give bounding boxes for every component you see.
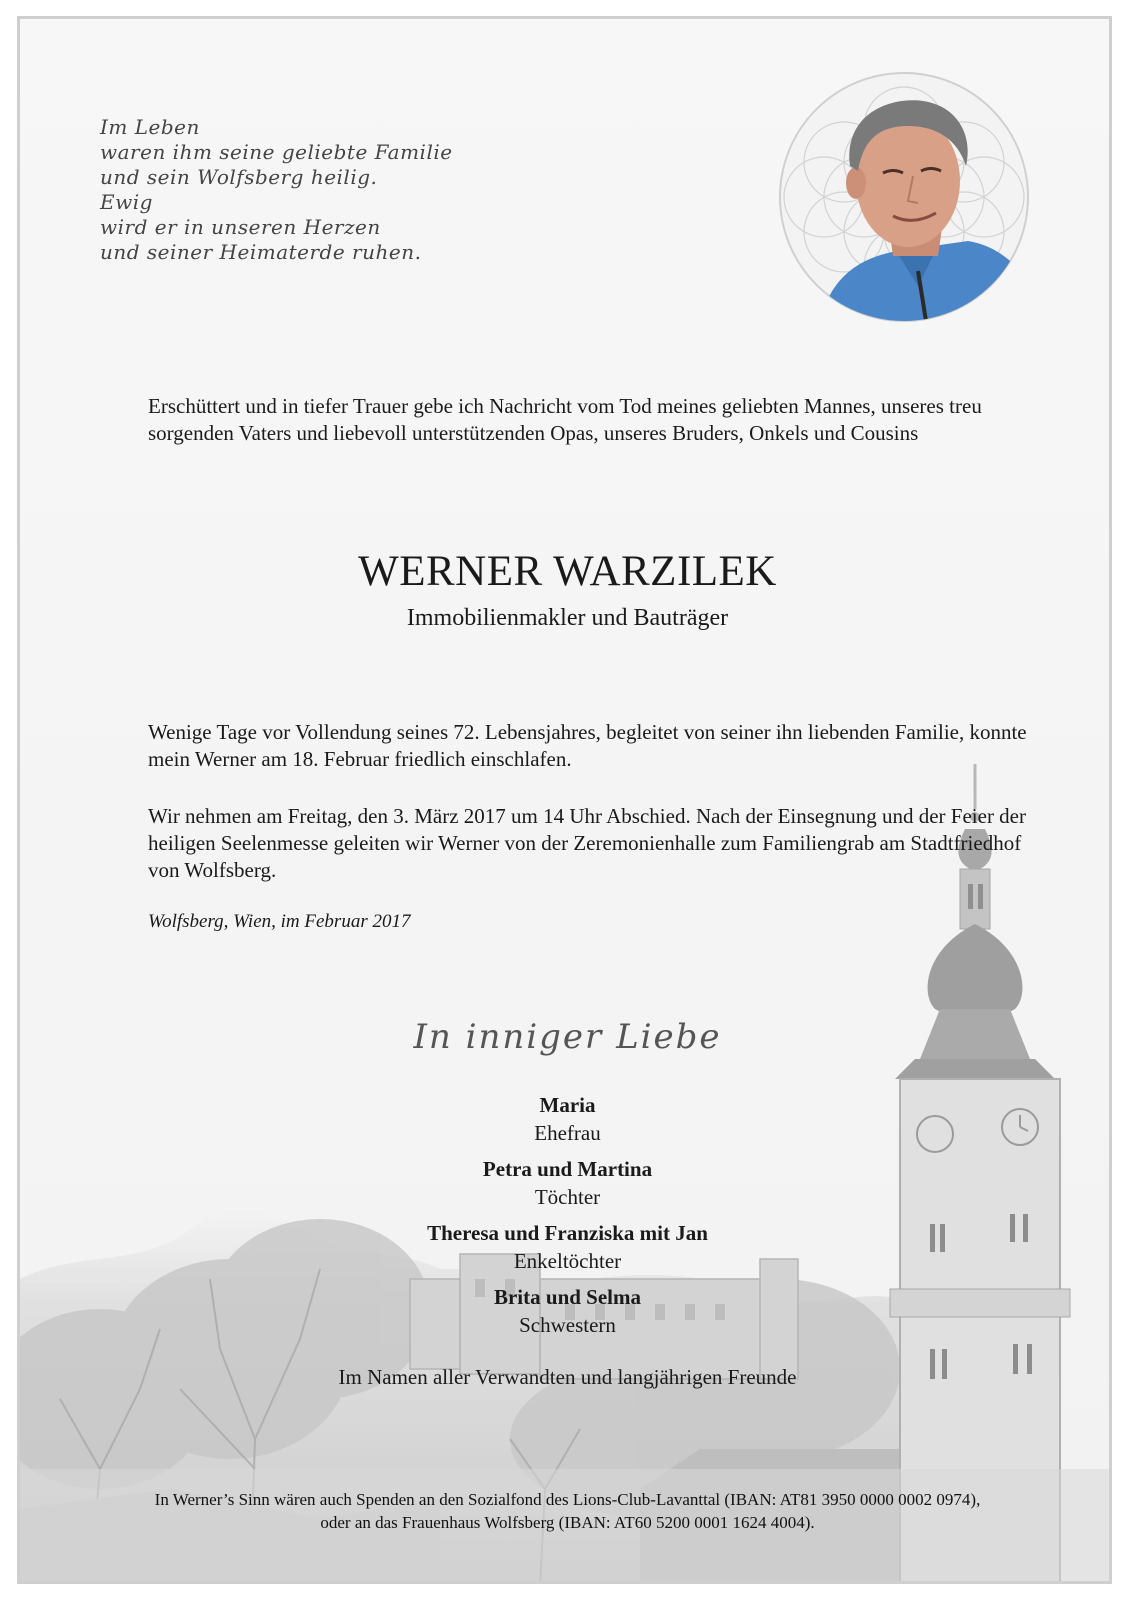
intro-text: Erschüttert und in tiefer Trauer gebe ich Nachricht vom Tod meines geliebten Mannes, unseres treu sorgenden Vaters und liebevoll unterstützenden Opas, unseres Bruders, Onkels und Cousins [148, 394, 982, 445]
family-member [20, 1091, 1112, 1155]
donation-note [60, 1488, 1075, 1534]
handwritten-quote [100, 115, 520, 265]
donation-line: oder an das Frauenhaus Wolfsberg (IBAN: AT60 5200 0001 1624 4004). [320, 1513, 815, 1532]
member-relation: Schwestern [519, 1313, 616, 1337]
member-relation: Ehefrau [534, 1121, 601, 1145]
family-list [20, 1091, 1112, 1347]
member-name: Brita und Selma [493, 1285, 642, 1309]
quote-line: waren ihm seine geliebte Familie [100, 140, 453, 164]
death-paragraph: Wenige Tage vor Vollendung seines 72. Lebensjahres, begleitet von seiner ihn liebenden Familie, konnte mein Werner am 18. Februar friedlich einschlafen. [148, 720, 1027, 771]
member-relation: Töchter [534, 1185, 601, 1209]
quote-line: wird er in unseren Herzen [100, 215, 381, 239]
closing-line: Im Namen aller Verwandten und langjährigen Freunde [338, 1365, 797, 1389]
member-name: Petra und Martina [482, 1157, 653, 1181]
member-name: Theresa und Franziska mit Jan [427, 1221, 708, 1245]
member-name: Maria [539, 1093, 596, 1117]
quote-line: Im Leben [100, 115, 200, 139]
quote-line: und sein Wolfsberg heilig. [100, 165, 378, 189]
quote-line: Ewig [100, 190, 153, 214]
family-member [20, 1283, 1112, 1347]
deceased-profession: Immobilienmakler und Bauträger [406, 605, 729, 631]
quote-line: und seiner Heimaterde ruhen. [100, 240, 422, 264]
obituary-page [17, 16, 1112, 1584]
family-member [20, 1155, 1112, 1219]
donation-line: In Werner’s Sinn wären auch Spenden an den Sozialfond des Lions-Club-Lavanttal (IBAN: AT81 3950 0000 0002 0974), [154, 1490, 981, 1509]
funeral-paragraph: Wir nehmen am Freitag, den 3. März 2017 um 14 Uhr Abschied. Nach der Einsegnung und der Feier der heiligen Seelenmesse geleiten wir Werner von der Zeremonienhalle zum Familiengrab am Stadtfriedhof von Wolfsberg. [148, 804, 1027, 882]
member-relation: Enkeltöchter [513, 1249, 622, 1273]
love-heading: In inniger Liebe [413, 1017, 722, 1057]
place-date: Wolfsberg, Wien, im Februar 2017 [148, 911, 411, 932]
deceased-name: WERNER WARZILEK [358, 548, 777, 595]
portrait-photo [778, 71, 1030, 323]
family-member [20, 1219, 1112, 1283]
